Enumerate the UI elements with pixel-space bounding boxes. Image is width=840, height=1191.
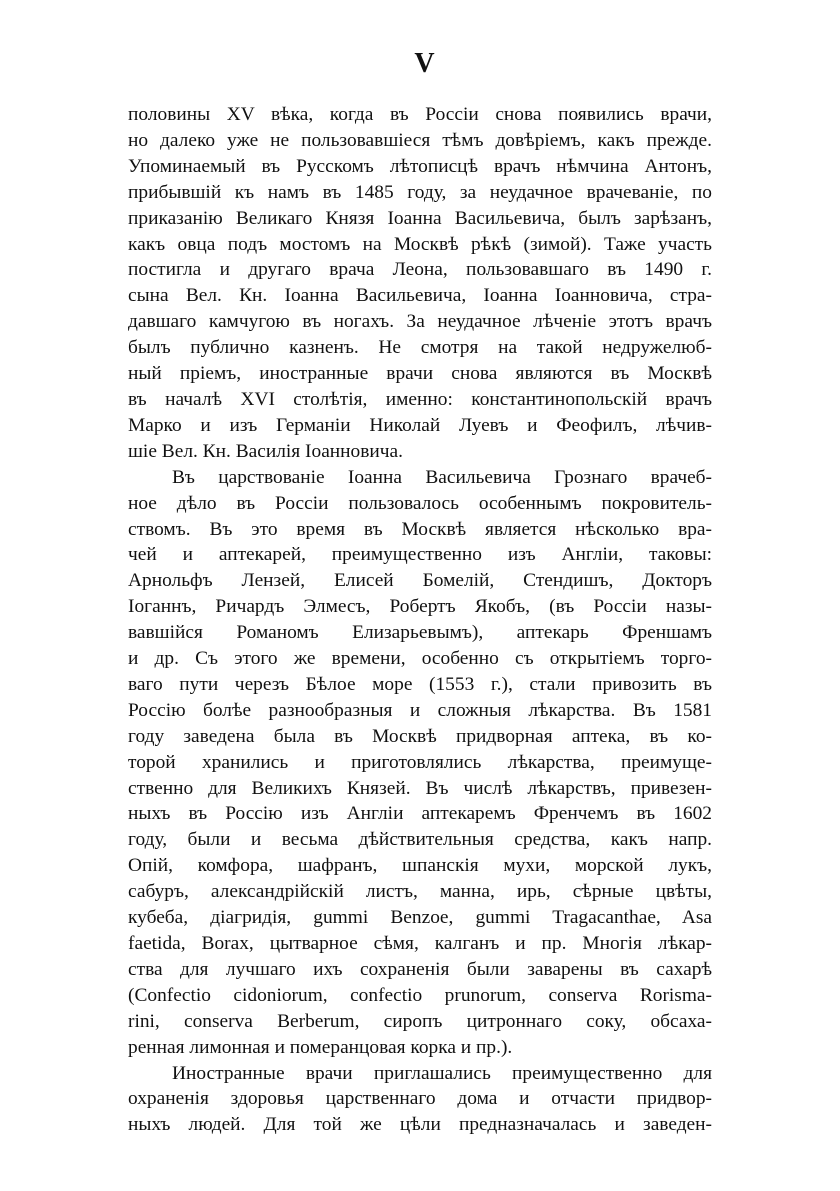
text-line: кубеба, діагридія, gummi Benzoe, gummi Tragacanthae, Asa [128,907,712,929]
text-line: Россію болѣе разнообразныя и сложныя лѣкарства. Въ 1581 [128,699,712,721]
paragraph-1 [128,102,712,465]
body-text [128,102,712,1138]
text-line: ственно для Великихъ Князей. Въ числѣ лѣкарствъ, привезен- [128,777,712,799]
text-line: вавшійся Романомъ Елизарьевымъ), аптекарь Френшамъ [128,622,712,644]
text-line: Марко и изъ Германіи Николай Луевъ и Феофилъ, лѣчив- [128,414,712,436]
text-line: сына Вел. Кн. Іоанна Васильевича, Іоанна Іоанновича, стра- [128,285,712,307]
text-line: Опій, комфора, шафранъ, шпанскія мухи, морской лукъ, [128,855,712,877]
text-line: былъ публично казненъ. Не смотря на такой недружелюб- [128,337,712,359]
text-line: торой хранились и приготовлялись лѣкарства, преимуще- [128,751,712,773]
text-line: (Confectio cidoniorum, confectio prunorum, conserva Rorisma- [128,984,712,1006]
page-number: V [414,48,436,79]
text-line: rini, conserva Berberum, сиропъ цитроннаго соку, обсаха- [128,1010,712,1032]
text-line: и др. Съ этого же времени, особенно съ открытіемъ торго- [128,648,712,670]
text-line: постигла и другаго врача Леона, пользовавшаго въ 1490 г. [128,259,712,281]
text-line: но далеко уже не пользовавшіеся тѣмъ довѣріемъ, какъ прежде. [128,129,712,151]
paragraph-3 [128,1061,712,1139]
paragraph-2 [128,465,712,1061]
text-line: ныхъ въ Россію изъ Англіи аптекаремъ Френчемъ въ 1602 [128,803,712,825]
text-line: охраненія здоровья царственнаго дома и отчасти придвор- [128,1088,712,1110]
text-line: ный пріемъ, иностранные врачи снова являются въ Москвѣ [128,363,712,385]
text-line: Иностранные врачи приглашались преимущественно для [172,1062,712,1084]
text-line: году заведена была въ Москвѣ придворная аптека, въ ко- [128,725,712,747]
text-line: Арнольфъ Лензей, Елисей Бомелій, Стендишъ, Докторъ [128,570,712,592]
text-line: ныхъ людей. Для той же цѣли предназначалась и заведен- [128,1114,712,1136]
text-line: половины XV вѣка, когда въ Россіи снова появились врачи, [128,104,712,125]
text-line: ренная лимонная и померанцовая корка и пр.). [128,1036,513,1058]
text-line: faetida, Borax, цытварное сѣмя, калганъ и пр. Многія лѣкар- [128,933,712,954]
text-line: шіе Вел. Кн. Василія Іоанновича. [128,440,403,462]
text-line: ствомъ. Въ это время въ Москвѣ является нѣсколько вра- [128,518,712,540]
text-line: приказанію Великаго Князя Іоанна Васильевича, былъ зарѣзанъ, [128,207,712,229]
text-line: Іоганнъ, Ричардъ Элмесъ, Робертъ Якобъ, (въ Россіи назы- [128,596,712,618]
text-line: давшаго камчугою въ ногахъ. За неудачное лѣченіе этотъ врачъ [128,311,712,333]
text-line: сабуръ, александрійскій листъ, манна, ирь, сѣрные цвѣты, [128,881,712,903]
text-line: ное дѣло въ Россіи пользовалось особеннымъ покровитель- [128,492,712,514]
text-line: ства для лучшаго ихъ сохраненія были заварены въ сахарѣ [128,958,712,980]
text-line: какъ овца подъ мостомъ на Москвѣ рѣкѣ (зимой). Таже участь [128,233,712,255]
text-line: прибывшій къ намъ въ 1485 году, за неудачное врачеваніе, по [128,181,712,203]
text-line: въ началѣ XVI столѣтія, именно: константинопольскій врачъ [128,388,712,410]
text-line: чей и аптекарей, преимущественно изъ Англіи, таковы: [128,544,712,566]
text-line: Упоминаемый въ Русскомъ лѣтописцѣ врачъ нѣмчина Антонъ, [128,155,712,177]
text-line: Въ царствованіе Іоанна Васильевича Грознаго врачеб- [172,466,712,488]
text-line: ваго пути черезъ Бѣлое море (1553 г.), стали привозить въ [128,673,712,695]
text-line: году, были и весьма дѣйствительныя средства, какъ напр. [128,829,712,851]
